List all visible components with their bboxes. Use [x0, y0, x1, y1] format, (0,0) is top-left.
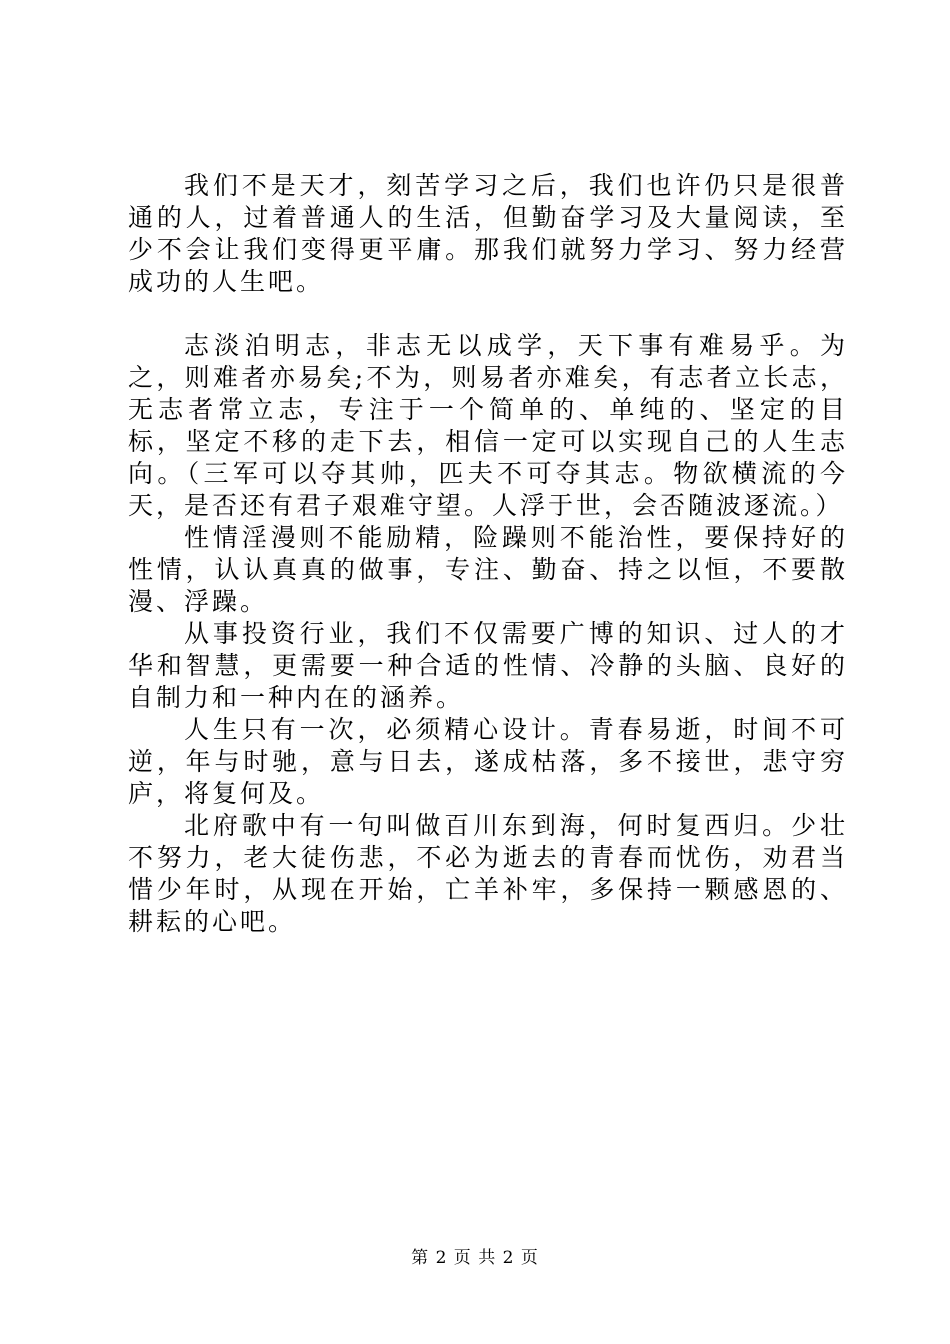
- document-body: [128, 170, 848, 938]
- paragraph-5: 人生只有一次，必须精心设计。青春易逝，时间不可逆，年与时驰，意与日去，遂成枯落，多不接世，悲守穷庐，将复何及。: [128, 715, 848, 808]
- paragraph-4: 从事投资行业，我们不仅需要广博的知识、过人的才华和智慧，更需要一种合适的性情、冷静的头脑、良好的自制力和一种内在的涵养。: [128, 619, 848, 712]
- paragraph-1: 我们不是天才，刻苦学习之后，我们也许仍只是很普通的人，过着普通人的生活，但勤奋学习及大量阅读，至少不会让我们变得更平庸。那我们就努力学习、努力经营成功的人生吧。: [128, 171, 848, 296]
- paragraph-6: 北府歌中有一句叫做百川东到海，何时复西归。少壮不努力，老大徒伤悲，不必为逝去的青春而忧伤，劝君当惜少年时，从现在开始，亡羊补牢，多保持一颗感恩的、耕耘的心吧。: [128, 811, 848, 936]
- paragraph-3: 性情淫漫则不能励精，险躁则不能治性，要保持好的性情，认认真真的做事，专注、勤奋、持之以恒，不要散漫、浮躁。: [128, 523, 848, 616]
- paragraph-2: 志淡泊明志，非志无以成学，天下事有难易乎。为之，则难者亦易矣;不为，则易者亦难矣，有志者立长志，无志者常立志，专注于一个简单的、单纯的、坚定的目标，坚定不移的走下去，相信一定可以实现自己的人生志向。（三军可以夺其帅，匹夫不可夺其志。物欲横流的今天，是否还有君子艰难守望。人浮于世，会否随波逐流。）: [128, 331, 848, 520]
- page-number-footer: 第 2 页 共 2 页: [411, 1248, 539, 1268]
- paragraph-spacer: [128, 298, 848, 330]
